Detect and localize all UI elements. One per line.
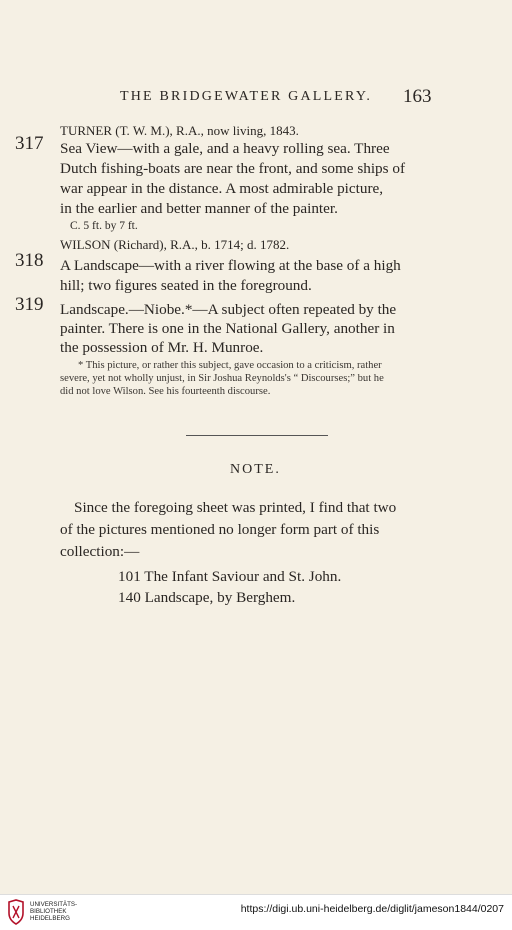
- entry-317-line-3: war appear in the distance. A most admirable picture,: [60, 180, 384, 197]
- entry-319-line-2: painter. There is one in the National Gallery, another in: [60, 320, 395, 337]
- note-line-3: collection:—: [60, 543, 140, 560]
- entry-317-line-1: Sea View—with a gale, and a heavy rolling sea. Three: [60, 140, 390, 157]
- page-number: 163: [403, 86, 432, 107]
- university-library-logo-icon: [6, 899, 26, 925]
- entry-317-line-4: in the earlier and better manner of the painter.: [60, 200, 338, 217]
- note-heading: NOTE.: [230, 462, 281, 477]
- note-line-2: of the pictures mentioned no longer form part of this: [60, 521, 380, 538]
- entry-number-319: 319: [15, 294, 44, 315]
- note-item-140: 140 Landscape, by Berghem.: [118, 589, 296, 606]
- entry-318-line-2: hill; two figures seated in the foreground.: [60, 277, 312, 294]
- entry-number-317: 317: [15, 133, 44, 154]
- entry-319-line-3: the possession of Mr. H. Munroe.: [60, 339, 264, 356]
- library-name: UNIVERSITÄTS- BIBLIOTHEK HEIDELBERG: [30, 901, 78, 922]
- footnote-line-3: did not love Wilson. See his fourteenth discourse.: [60, 386, 271, 397]
- footnote-line-1: * This picture, or rather this subject, gave occasion to a criticism, rather: [78, 360, 382, 371]
- entry-318-line-1: A Landscape—with a river flowing at the base of a high: [60, 257, 401, 274]
- entry-317-size: C. 5 ft. by 7 ft.: [70, 220, 138, 232]
- note-item-101: 101 The Infant Saviour and St. John.: [118, 568, 342, 585]
- permalink-url[interactable]: https://digi.ub.uni-heidelberg.de/diglit/jameson1844/0207: [240, 903, 504, 915]
- entry-319-line-1: Landscape.—Niobe.*—A subject often repeated by the: [60, 301, 397, 318]
- footnote-line-2: severe, yet not wholly unjust, in Sir Joshua Reynolds's “ Discourses;” but he: [60, 373, 384, 384]
- section-divider: [186, 435, 328, 436]
- running-title: THE BRIDGEWATER GALLERY.: [120, 89, 373, 104]
- entry-number-318: 318: [15, 250, 44, 271]
- artist-heading-wilson: WILSON (Richard), R.A., b. 1714; d. 1782.: [60, 237, 290, 252]
- entry-317-line-2: Dutch fishing-boats are near the front, and some ships of: [60, 160, 406, 177]
- note-line-1: Since the foregoing sheet was printed, I find that two: [74, 499, 397, 516]
- viewer-footer: [0, 894, 512, 930]
- artist-heading-turner: TURNER (T. W. M.), R.A., now living, 1843.: [60, 123, 299, 138]
